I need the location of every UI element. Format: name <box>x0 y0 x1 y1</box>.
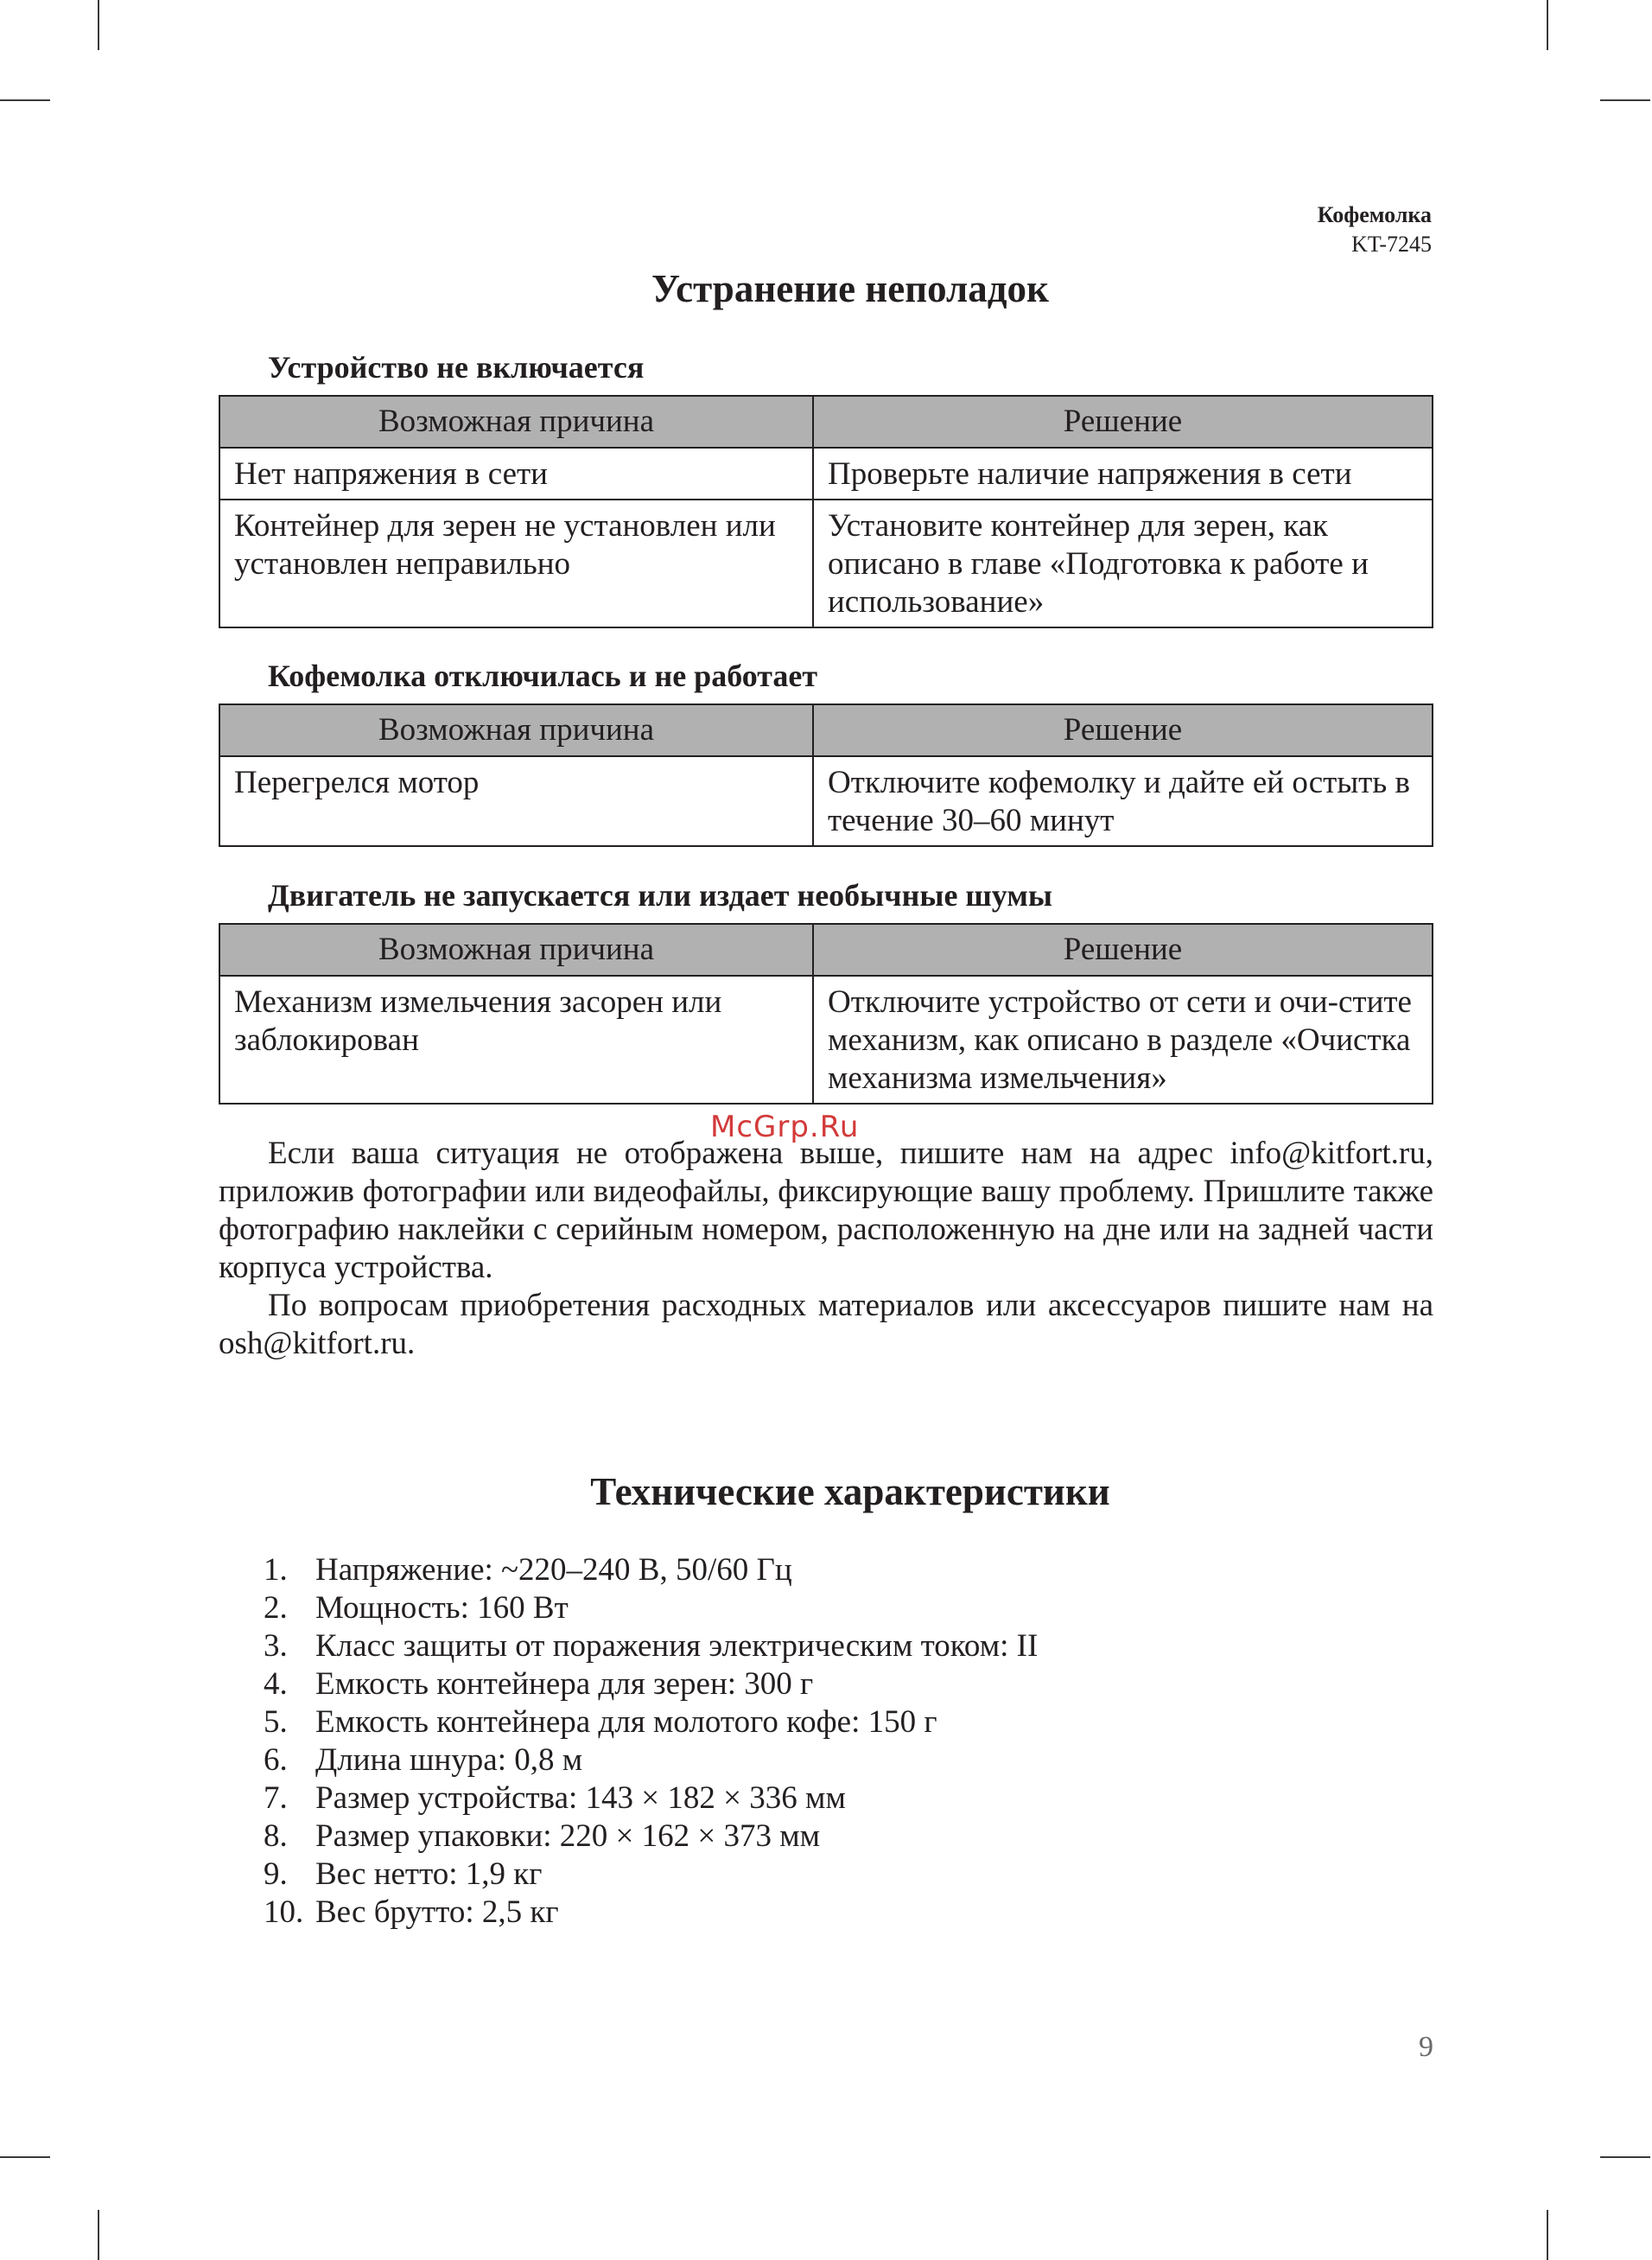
item-text: Вес нетто: 1,9 кг <box>315 1856 543 1892</box>
item-number: 10. <box>264 1894 304 1930</box>
list-item <box>219 1589 1038 1627</box>
column-header-solution: Решение <box>813 704 1433 756</box>
table-header-row <box>219 396 1433 448</box>
trouble-table <box>219 703 1433 847</box>
item-number: 7. <box>264 1780 288 1816</box>
table-header-row <box>219 704 1433 756</box>
cause-cell: Механизм измельчения засорен или заблокирован <box>219 976 813 1104</box>
section-title: Кофемолка отключилась и не работает <box>268 659 818 693</box>
table-row <box>219 976 1433 1104</box>
crop-mark <box>0 99 50 101</box>
item-number: 4. <box>264 1666 288 1702</box>
item-text: Размер упаковки: 220 × 162 × 373 мм <box>315 1818 821 1854</box>
item-number: 8. <box>264 1818 288 1854</box>
solution-cell: Отключите устройство от сети и очи-стите механизм, как описано в разделе «Очистка механизма измельчения» <box>813 976 1433 1104</box>
cause-cell: Контейнер для зерен не установлен или установлен неправильно <box>219 500 813 627</box>
trouble-table <box>219 395 1433 628</box>
column-header-solution: Решение <box>813 396 1433 448</box>
crop-mark <box>1600 99 1650 101</box>
list-item <box>219 1856 1038 1894</box>
specs-title: Технические характеристики <box>590 1470 1110 1513</box>
item-text: Длина шнура: 0,8 м <box>315 1742 583 1778</box>
section-title: Двигатель не запускается или издает необычные шумы <box>268 878 1052 913</box>
crop-mark <box>98 2210 99 2260</box>
crop-mark <box>1547 0 1548 50</box>
table-header-row <box>219 924 1433 976</box>
paragraph-text: Если ваша ситуация не отображена выше, пишите нам на адрес info@kitfort.ru, приложив фотографии или видеофайлы, фиксирующие вашу проблему. Пришлите также фотографию наклейки с серийным номером, расположенную на дне или на задней части корпуса устройства. <box>219 1136 1433 1285</box>
crop-mark <box>1600 2156 1650 2158</box>
item-text: Емкость контейнера для молотого кофе: 150 г <box>315 1704 937 1740</box>
page-number: 9 <box>1419 2031 1433 2063</box>
solution-cell: Установите контейнер для зерен, как описано в главе «Подготовка к работе и использование» <box>813 500 1433 627</box>
running-header <box>1318 201 1432 259</box>
item-text: Мощность: 160 Вт <box>315 1590 569 1626</box>
column-header-cause: Возможная причина <box>219 704 813 756</box>
column-header-solution: Решение <box>813 924 1433 976</box>
watermark: McGrp.Ru <box>710 1110 860 1144</box>
list-item <box>219 1703 1038 1741</box>
item-number: 3. <box>264 1628 288 1664</box>
list-item <box>219 1894 1038 1932</box>
solution-cell: Отключите кофемолку и дайте ей остыть в течение 30–60 минут <box>813 756 1433 846</box>
item-text: Вес брутто: 2,5 кг <box>315 1894 559 1930</box>
item-number: 5. <box>264 1704 288 1740</box>
item-text: Напряжение: ~220–240 В, 50/60 Гц <box>315 1552 792 1588</box>
item-text: Емкость контейнера для зерен: 300 г <box>315 1666 814 1702</box>
item-text: Класс защиты от поражения электрическим током: II <box>315 1628 1039 1664</box>
paragraph-text: По вопросам приобретения расходных материалов или аксессуаров пишите нам на osh@kitfort.ru. <box>219 1288 1433 1361</box>
cause-cell: Перегрелся мотор <box>219 756 813 846</box>
contact-paragraph <box>219 1135 1433 1287</box>
table-row <box>219 448 1433 500</box>
solution-cell: Проверьте наличие напряжения в сети <box>813 448 1433 500</box>
item-text: Размер устройства: 143 × 182 × 336 мм <box>315 1780 846 1816</box>
list-item <box>219 1818 1038 1856</box>
crop-mark <box>1547 2210 1548 2260</box>
table-row <box>219 756 1433 846</box>
column-header-cause: Возможная причина <box>219 924 813 976</box>
list-item <box>219 1551 1038 1589</box>
product-name: Кофемолка <box>1317 202 1432 227</box>
list-item <box>219 1627 1038 1665</box>
accessories-paragraph <box>219 1287 1433 1363</box>
item-number: 1. <box>264 1552 288 1588</box>
cause-cell: Нет напряжения в сети <box>219 448 813 500</box>
list-item <box>219 1779 1038 1818</box>
troubleshooting-title: Устранение неполадок <box>651 267 1049 310</box>
model-number: KT-7245 <box>1351 232 1432 257</box>
item-number: 2. <box>264 1590 288 1626</box>
trouble-table <box>219 923 1433 1105</box>
table-row <box>219 500 1433 627</box>
list-item <box>219 1741 1038 1779</box>
crop-mark <box>0 2156 50 2158</box>
item-number: 6. <box>264 1742 288 1778</box>
list-item <box>219 1665 1038 1703</box>
specs-list <box>219 1551 1038 1932</box>
section-title: Устройство не включается <box>268 350 645 385</box>
item-number: 9. <box>264 1856 288 1892</box>
column-header-cause: Возможная причина <box>219 396 813 448</box>
crop-mark <box>98 0 99 50</box>
